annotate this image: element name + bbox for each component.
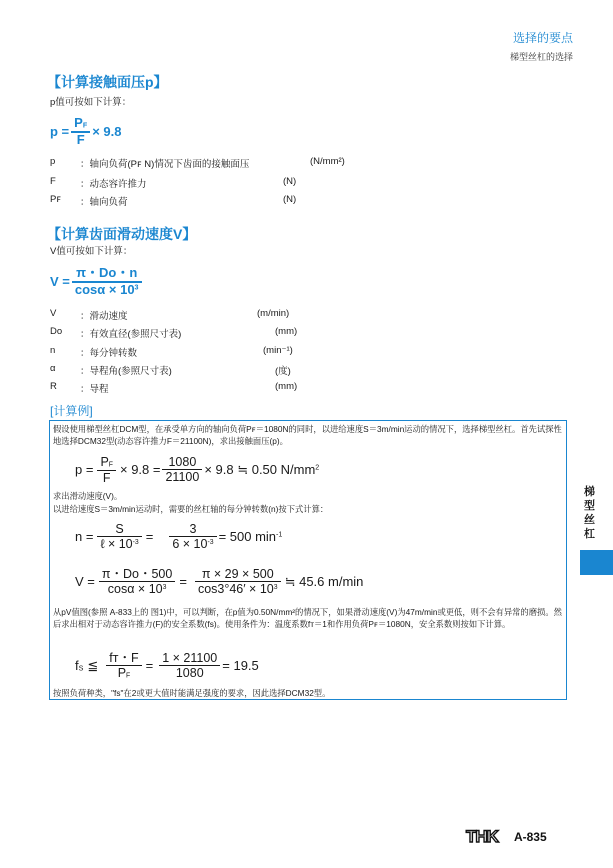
eq-lhs: n = (75, 529, 94, 545)
eq-result: = 19.5 (222, 658, 259, 674)
def-description: ：导程角(参照尺寸表) (80, 366, 172, 377)
example-conclusion: 按照负荷种类，"fs"在2或更大值时能满足强度的要求，因此选择DCM32型。 (53, 688, 331, 698)
fraction-denominator: 1080 (175, 666, 204, 681)
eq-operator: = (145, 529, 154, 545)
side-tab (580, 550, 613, 575)
eq-fraction (195, 567, 281, 597)
eq-fraction (106, 651, 141, 681)
def-unit: (mm) (275, 326, 298, 337)
header-title: 选择的要点 (512, 31, 573, 45)
fraction-numerator: 3 (189, 522, 197, 536)
def-description: ：滑动速度 (80, 311, 128, 322)
fraction-numerator: π × 29 × 500 (201, 567, 274, 581)
def-symbol: Do (50, 326, 63, 337)
formula-tail: × 9.8 (92, 124, 122, 140)
fraction-numerator: 1 × 21100 (162, 651, 218, 666)
velocity-formula (50, 266, 144, 298)
eq-result: × 9.8 ≒ 0.50 $N/mm^2$ (204, 461, 320, 477)
example-eq-safety (75, 651, 259, 681)
fraction-denominator: ℓ × $10^{-3}$ (100, 537, 139, 552)
formula-fraction (72, 266, 142, 298)
formula-lhs: p = (50, 124, 70, 140)
def-description: ：每分钟转数 (80, 348, 138, 359)
pressure-heading: 【计算接触面压p】 (47, 74, 168, 90)
fraction-denominator: F (76, 131, 85, 147)
fraction-numerator: π・Do・500 (101, 567, 173, 581)
fraction-numerator: PF (100, 455, 113, 469)
def-description: ：轴向负荷(Pꜰ N)情况下齿面的接触面压 (80, 159, 250, 170)
velocity-heading: 【计算齿面滑动速度V】 (47, 226, 197, 242)
fraction-denominator: 21100 (165, 470, 200, 485)
formula-fraction (71, 116, 90, 148)
def-unit: (度) (275, 366, 291, 377)
def-symbol: α (50, 363, 56, 374)
fraction-numerator: fт・F (109, 651, 139, 665)
def-description: ：轴向负荷 (80, 197, 128, 208)
fraction-denominator: $\cos\alpha \times 10^3$ (74, 281, 139, 297)
fraction-denominator: $\cos 3^\circ 46' \times 10^3$ (197, 582, 278, 597)
def-unit: (min⁻¹) (263, 345, 293, 356)
eq-lhs: V = (75, 574, 95, 590)
example-heading: [计算例] (50, 404, 93, 418)
fraction-denominator: $\cos\alpha \times 10^3$ (107, 582, 167, 597)
eq-operator: = (145, 658, 154, 674)
def-unit: (mm) (275, 381, 298, 392)
def-unit: (N/mm²) (310, 156, 345, 167)
def-symbol: V (50, 308, 57, 319)
eq-lhs: p = (75, 462, 94, 478)
example-eq-velocity (75, 567, 363, 597)
eq-lhs: fS (75, 658, 84, 674)
def-symbol: n (50, 345, 56, 356)
def-unit: (N) (283, 176, 297, 187)
def-unit: (m/min) (257, 308, 290, 319)
fraction-denominator: PF (117, 666, 131, 681)
eq-operator: ≦ (87, 657, 99, 673)
def-symbol: F (50, 176, 56, 187)
def-description: ：动态容许推力 (80, 179, 147, 190)
eq-operator: × 9.8 = (119, 462, 161, 478)
def-unit: (N) (283, 194, 297, 205)
example-text-velocity: 求出滑动速度(V)。 (53, 491, 123, 501)
def-symbol: Pꜰ (50, 194, 61, 205)
example-intro: 假设使用梯型丝杠DCM型，在承受单方向的轴向负荷Pꜰ＝1080N的同时，以进给速度S＝3m/min运动的情况下，选择梯型丝杠。首先试探性地选择DCM32型(动态容许推力F＝21100N)，求出接触面压(p)。 (53, 424, 562, 446)
eq-fraction (162, 455, 202, 485)
velocity-intro: V值可按如下计算： (50, 246, 133, 257)
fraction-numerator: 1080 (168, 455, 197, 470)
example-eq-rpm (75, 522, 282, 552)
pressure-intro: p值可按如下计算： (50, 97, 132, 108)
fraction-numerator: S (115, 522, 124, 536)
def-symbol: R (50, 381, 57, 392)
def-description: ：有效直径(参照尺寸表) (80, 329, 182, 340)
footer (466, 827, 547, 847)
fraction-denominator: $6 \times 10^{-3}$ (172, 537, 214, 552)
fraction-numerator: PF (74, 115, 88, 130)
example-text-rpm: 以进给速度S＝3m/min运动时，需要的丝杠轴的每分钟转数(n)按下式计算： (53, 504, 329, 514)
def-description: ：导程 (80, 384, 109, 395)
eq-result: = 500 $\min^{-1}$ (218, 529, 283, 545)
formula-lhs: V = (50, 274, 70, 290)
page-number: A-835 (513, 830, 547, 844)
side-label: 梯型丝杠 (584, 486, 595, 540)
thk-logo: THK (466, 827, 498, 846)
header-subtitle: 梯型丝杠的选择 (509, 52, 573, 62)
eq-operator: = (179, 574, 187, 590)
eq-fraction (169, 522, 216, 552)
def-symbol: p (50, 156, 56, 167)
fraction-denominator: F (102, 470, 111, 485)
pressure-formula (50, 116, 121, 148)
fraction-numerator: π・Do・n (76, 265, 138, 280)
eq-fraction (97, 522, 141, 552)
eq-fraction (99, 567, 175, 597)
example-text-safety: 从pV值图(参照 A-833上的 图1)中，可以判断，在p值为0.50N/mm²的情况下，如果滑动速度(V)为47m/min或更低，则不会有异常的磨损。然后求出相对于动态容许推力(F)的安全系数(fs)。使用条件为：温度系数fт＝1和作用负荷Pꜰ＝1080N，安全系数则按如下计算。 (53, 607, 562, 629)
example-eq-pressure (75, 455, 319, 485)
eq-fraction (97, 455, 116, 485)
eq-fraction (159, 651, 220, 681)
eq-result: ≒ 45.6 m/min (284, 573, 364, 589)
